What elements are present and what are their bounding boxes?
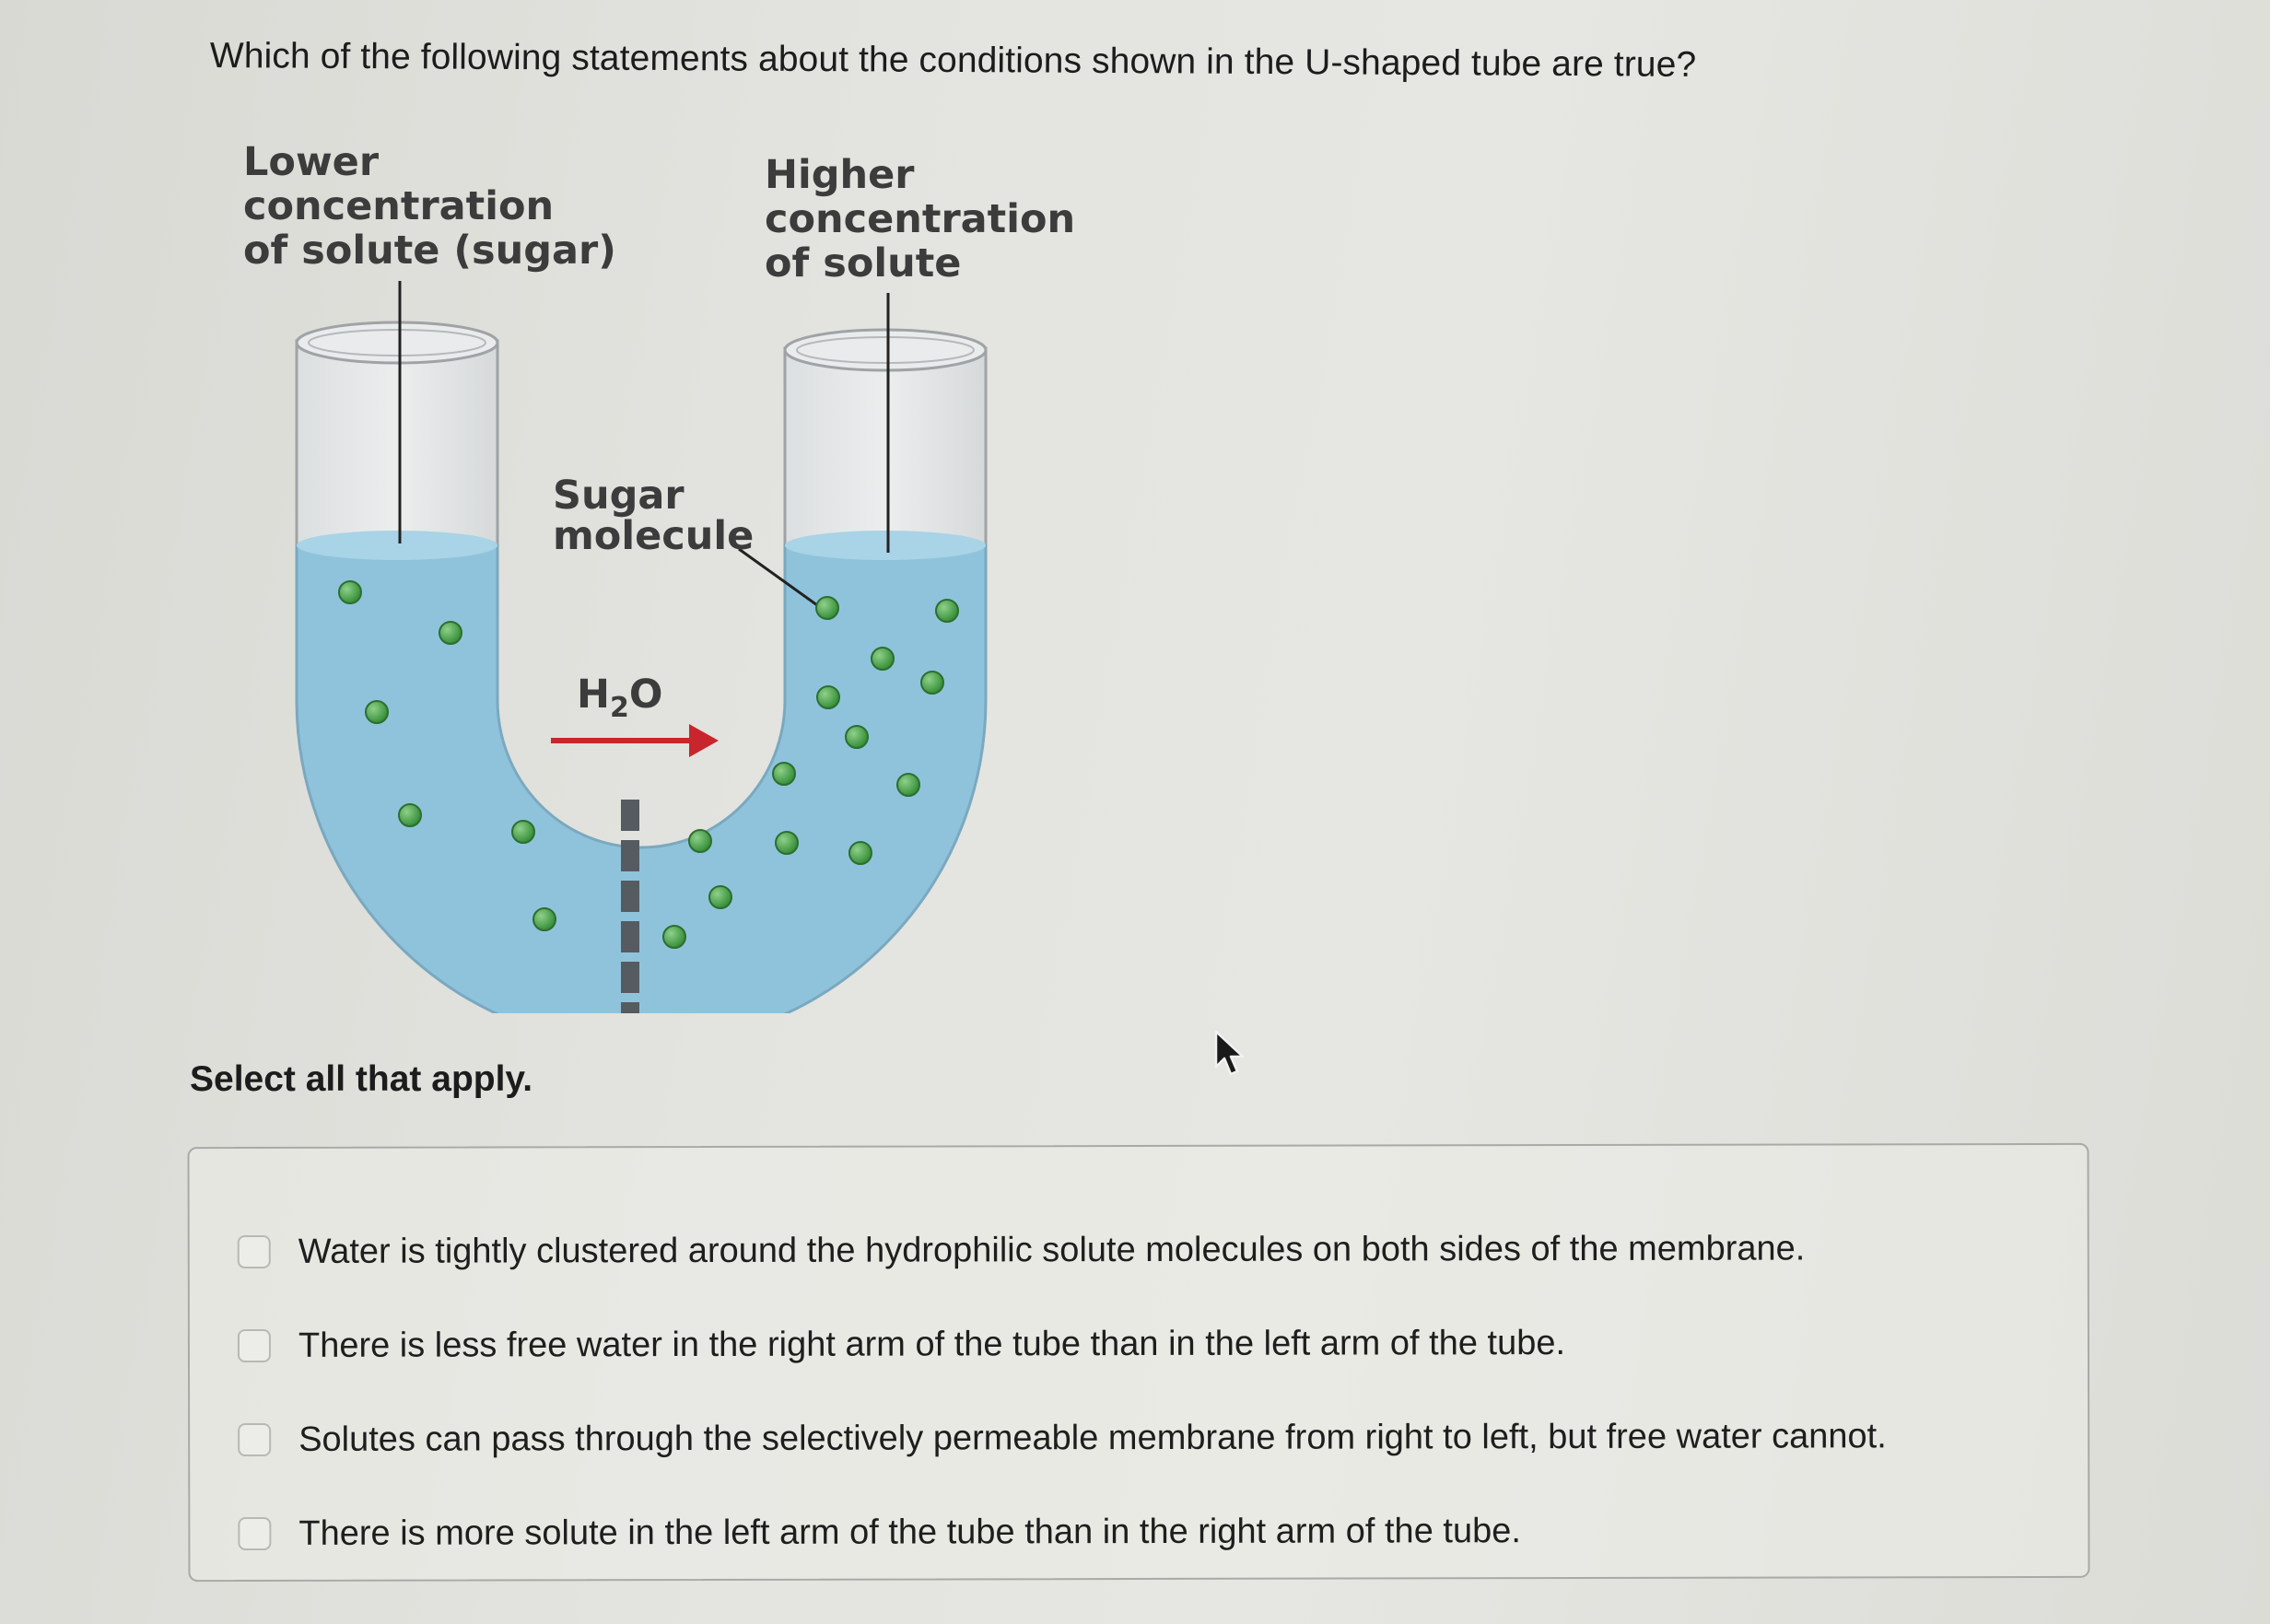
sugar-molecule bbox=[776, 832, 798, 854]
sugar-molecule bbox=[849, 842, 872, 864]
mouse-pointer-icon bbox=[1212, 1030, 1249, 1080]
sugar-molecule bbox=[897, 774, 919, 796]
sugar-molecule bbox=[816, 597, 838, 619]
membrane bbox=[621, 800, 639, 1013]
option-4-checkbox[interactable] bbox=[238, 1517, 271, 1550]
option-4-label: There is more solute in the left arm of the tube than in the right arm of the tube. bbox=[298, 1511, 1521, 1553]
sugar-molecule bbox=[689, 830, 711, 852]
select-all-instruction: Select all that apply. bbox=[190, 1059, 533, 1099]
sugar-molecule bbox=[663, 926, 685, 948]
option-4[interactable] bbox=[238, 1503, 1521, 1561]
sugar-molecule bbox=[936, 600, 958, 622]
water-flow-arrow bbox=[551, 724, 719, 757]
sugar-molecule bbox=[339, 581, 361, 603]
option-2[interactable] bbox=[238, 1315, 1565, 1373]
solution bbox=[297, 545, 986, 1013]
sugar-molecule bbox=[399, 804, 421, 826]
option-1[interactable] bbox=[238, 1221, 1806, 1279]
sugar-molecule bbox=[846, 726, 868, 748]
sugar-molecule bbox=[533, 908, 556, 930]
option-3-label: Solutes can pass through the selectively permeable membrane from right to left, but free water cannot. bbox=[298, 1416, 1887, 1459]
option-3[interactable] bbox=[238, 1408, 1887, 1467]
sugar-molecule bbox=[921, 672, 943, 694]
sugar-molecule bbox=[817, 686, 839, 708]
u-tube-diagram bbox=[210, 129, 1094, 1013]
option-1-checkbox[interactable] bbox=[238, 1235, 271, 1268]
left-label: Lower concentration of solute (sugar) bbox=[243, 139, 616, 274]
option-2-checkbox[interactable] bbox=[238, 1329, 271, 1362]
sugar-molecule bbox=[366, 701, 388, 723]
water-label: $H_2O$ bbox=[577, 672, 663, 724]
option-3-checkbox[interactable] bbox=[238, 1423, 271, 1456]
option-1-label: Water is tightly clustered around the hydrophilic solute molecules on both sides of the membrane. bbox=[298, 1228, 1806, 1271]
right-label: Higher concentration of solute bbox=[765, 152, 1076, 286]
sugar-molecule-label: Sugar molecule bbox=[553, 473, 755, 559]
answer-options bbox=[188, 1143, 2090, 1582]
sugar-molecule bbox=[512, 821, 534, 843]
option-2-label: There is less free water in the right arm of the tube than in the left arm of the tube. bbox=[298, 1323, 1566, 1365]
sugar-molecule bbox=[439, 622, 462, 644]
sugar-molecule bbox=[872, 648, 894, 670]
sugar-molecule bbox=[709, 886, 731, 908]
question-text: Which of the following statements about the conditions shown in the U-shaped tube are true? bbox=[209, 35, 1697, 85]
sugar-molecule bbox=[773, 763, 795, 785]
